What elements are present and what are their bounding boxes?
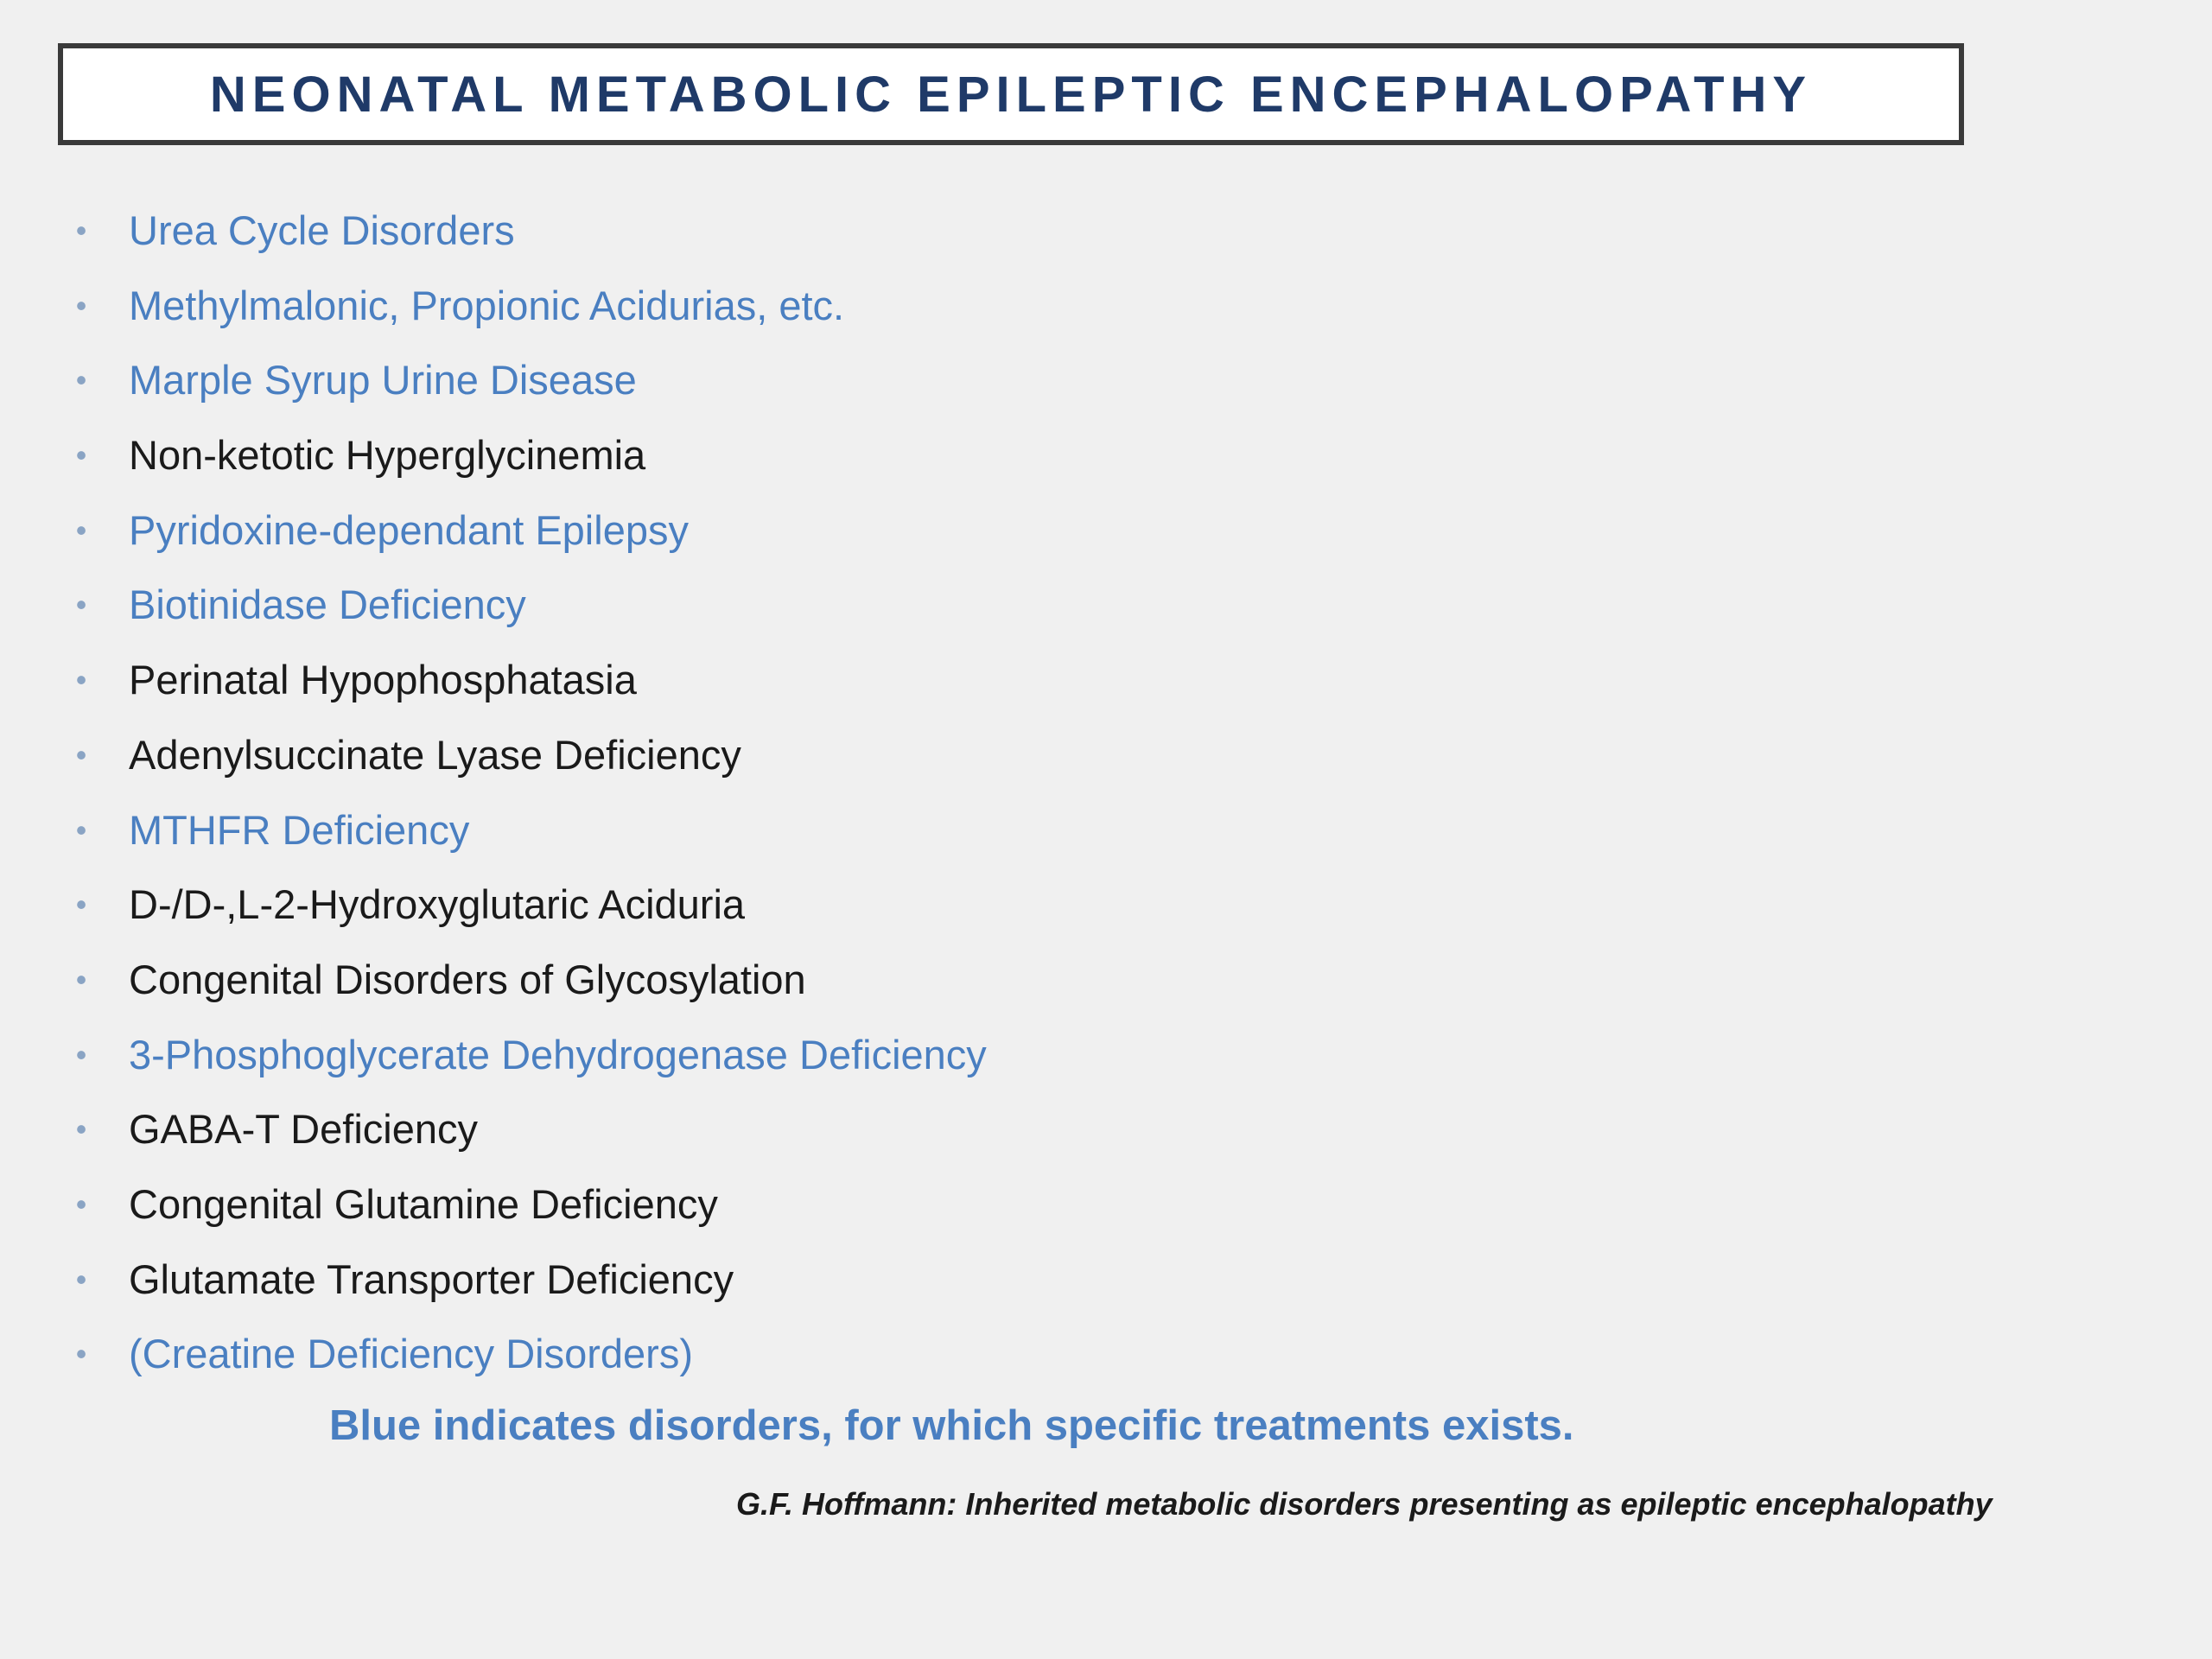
bullet-icon: • — [75, 213, 87, 248]
bullet-icon: • — [75, 662, 87, 698]
disorder-label: Congenital Disorders of Glycosylation — [129, 956, 806, 1002]
bullet-icon: • — [75, 1185, 87, 1222]
bullet-icon: • — [75, 961, 87, 997]
disorder-item — [0, 568, 987, 643]
disorder-label: Glutamate Transporter Deficiency — [129, 1255, 734, 1302]
disorder-item — [0, 1317, 987, 1392]
disorder-item — [0, 269, 987, 344]
slide-title-box — [58, 43, 1964, 145]
disorder-item — [0, 793, 987, 868]
disorder-label: Congenital Glutamine Deficiency — [129, 1180, 718, 1227]
bullet-icon: • — [75, 1336, 87, 1372]
disorder-item — [0, 1018, 987, 1093]
disorder-item — [0, 194, 987, 269]
disorder-label: Adenylsuccinate Lyase Deficiency — [129, 731, 741, 778]
bullet-icon: • — [75, 811, 87, 848]
bullet-icon: • — [75, 512, 87, 548]
bullet-icon: • — [75, 287, 87, 323]
disorder-label: 3-Phosphoglycerate Dehydrogenase Deficiency — [129, 1031, 987, 1077]
disorder-item — [0, 643, 987, 718]
disorder-list — [0, 194, 987, 1392]
bullet-icon: • — [75, 437, 87, 474]
disorder-label: Methylmalonic, Propionic Acidurias, etc. — [129, 282, 845, 328]
disorder-label: Pyridoxine-dependant Epilepsy — [129, 506, 689, 553]
disorder-label: D-/D-,L-2-Hydroxyglutaric Aciduria — [129, 881, 746, 928]
disorder-item — [0, 1167, 987, 1243]
disorder-label: GABA-T Deficiency — [129, 1106, 478, 1153]
disorder-label: Marple Syrup Urine Disease — [129, 357, 637, 404]
disorder-item — [0, 418, 987, 493]
disorder-label: Non-ketotic Hyperglycinemia — [129, 432, 646, 479]
disorder-label: (Creatine Deficiency Disorders) — [129, 1331, 693, 1377]
disorder-item — [0, 1092, 987, 1167]
bullet-icon: • — [75, 1261, 87, 1297]
citation: G.F. Hoffmann: Inherited metabolic disorders presenting as epileptic encephalopathy — [736, 1486, 1993, 1522]
bullet-icon: • — [75, 587, 87, 623]
disorder-label: Biotinidase Deficiency — [129, 582, 526, 628]
bullet-icon: • — [75, 736, 87, 772]
treatment-note: Blue indicates disorders, for which specific treatments exists. — [329, 1402, 1574, 1449]
disorder-item — [0, 1243, 987, 1318]
slide-title: NEONATAL METABOLIC EPILEPTIC ENCEPHALOPATHY — [209, 66, 1813, 123]
disorder-label: Urea Cycle Disorders — [129, 207, 515, 253]
disorder-label: MTHFR Deficiency — [129, 806, 470, 853]
bullet-icon: • — [75, 362, 87, 398]
disorder-item — [0, 343, 987, 418]
bullet-icon: • — [75, 887, 87, 923]
disorder-item — [0, 718, 987, 793]
disorder-item — [0, 493, 987, 569]
bullet-icon: • — [75, 1111, 87, 1147]
disorder-item — [0, 868, 987, 943]
disorder-item — [0, 943, 987, 1018]
disorder-label: Perinatal Hypophosphatasia — [129, 657, 637, 703]
bullet-icon: • — [75, 1036, 87, 1072]
